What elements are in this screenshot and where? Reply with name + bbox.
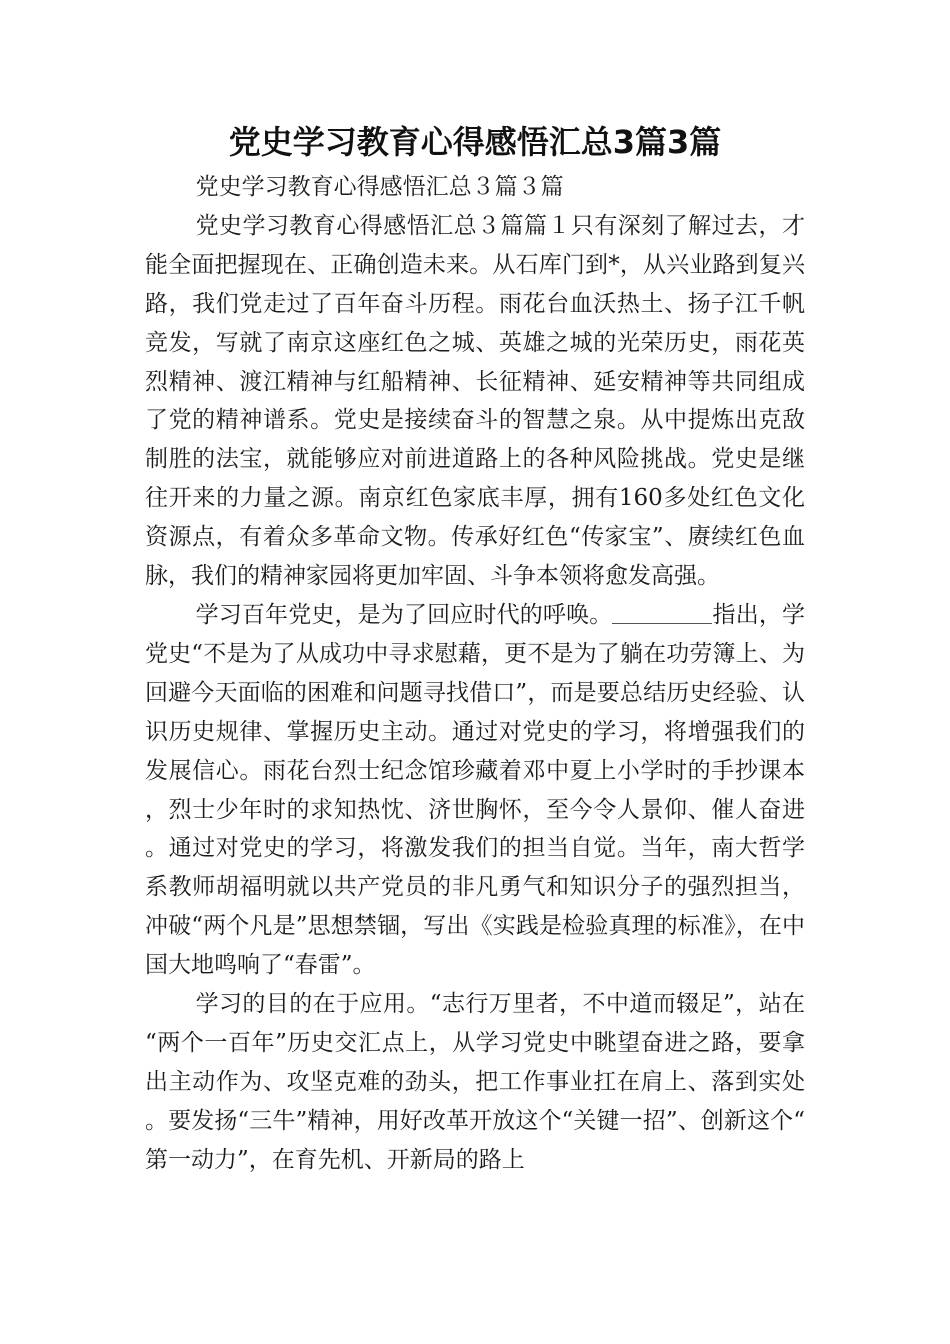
paragraph-2 [145,596,805,985]
paragraph-1: 党史学习教育心得感悟汇总３篇篇１只有深刻了解过去，才能全面把握现在、正确创造未来。从石库门到*，从兴业路到复兴路，我们党走过了百年奋斗历程。雨花台血沃热土、扬子江千帆竞发，写就了南京这座红色之城、英雄之城的光荣历史，雨花英烈精神、渡江精神与红船精神、长征精神、延安精神等共同组成了党的精神谱系。党史是接续奋斗的智慧之泉。从中提炼出克敌制胜的法宝，就能够应对前进道路上的各种风险挑战。党史是继往开来的力量之源。南京红色家底丰厚，拥有160多处红色文化资源点，有着众多革命文物。传承好红色“传家宝”、赓续红色血脉，我们的精神家园将更加牢固、斗争本领将愈发高强。 [145,212,805,590]
document-body [145,168,805,1180]
subtitle-paragraph: 党史学习教育心得感悟汇总３篇３篇 [195,174,564,200]
blank-underline [612,601,712,624]
paragraph-3: 学习的目的在于应用。“志行万里者，不中道而辍足”，站在“两个一百年”历史交汇点上，从学习党史中眺望奋进之路，要拿出主动作为、攻坚克难的劲头，把工作事业扛在肩上、落到实处。要发扬“三牛”精神，用好改革开放这个“关键一招”、创新这个“第一动力”，在育先机、开新局的路上 [145,991,805,1173]
paragraph-2-start: 学习百年党史，是为了回应时代的呼唤。 [195,601,613,628]
paragraph-2-rest: 指出，学党史“不是为了从成功中寻求慰藉，更不是为了躺在功劳簿上、为回避今天面临的困难和问题寻找借口”，而是要总结历史经验、认识历史规律、掌握历史主动。通过对党史的学习，将增强我们的发展信心。雨花台烈士纪念馆珍藏着邓中夏上小学时的手抄课本，烈士少年时的求知热忱、济世胸怀，至今令人景仰、催人奋进。通过对党史的学习，将激发我们的担当自觉。当年，南大哲学系教师胡福明就以共产党员的非凡勇气和知识分子的强烈担当，冲破“两个凡是”思想禁锢，写出《实践是检验真理的标准》，在中国大地鸣响了“春雷”。 [145,601,806,979]
document-title: 党史学习教育心得感悟汇总3篇3篇 [228,123,722,161]
